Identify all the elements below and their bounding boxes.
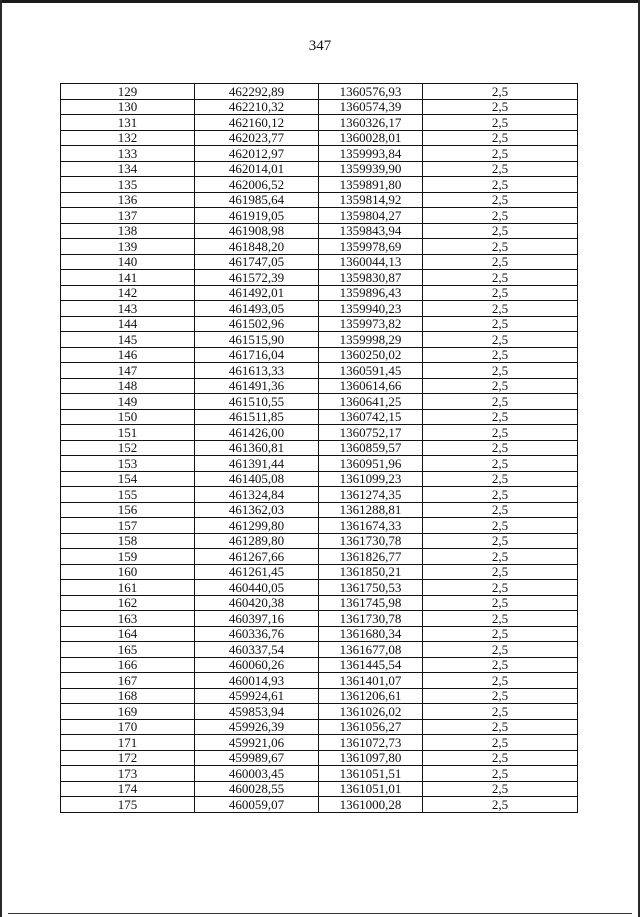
point-number-cell: 144 — [61, 316, 195, 332]
x-coordinate-cell: 460003,45 — [195, 766, 319, 782]
accuracy-cell: 2,5 — [423, 161, 578, 177]
y-coordinate-cell: 1361750,53 — [319, 580, 423, 596]
page-top-edge — [0, 0, 640, 3]
y-coordinate-cell: 1359993,84 — [319, 146, 423, 162]
accuracy-cell: 2,5 — [423, 518, 578, 534]
point-number-cell: 174 — [61, 781, 195, 797]
x-coordinate-cell: 459926,39 — [195, 719, 319, 735]
point-number-cell: 139 — [61, 239, 195, 255]
table-row — [61, 440, 578, 456]
y-coordinate-cell: 1361680,34 — [319, 626, 423, 642]
point-number-cell: 167 — [61, 673, 195, 689]
table-row — [61, 84, 578, 100]
table-row — [61, 657, 578, 673]
accuracy-cell: 2,5 — [423, 285, 578, 301]
accuracy-cell: 2,5 — [423, 781, 578, 797]
x-coordinate-cell: 461613,33 — [195, 363, 319, 379]
table-row — [61, 316, 578, 332]
y-coordinate-cell: 1360576,93 — [319, 84, 423, 100]
table-row — [61, 177, 578, 193]
x-coordinate-cell: 460059,07 — [195, 797, 319, 813]
x-coordinate-cell: 461426,00 — [195, 425, 319, 441]
point-number-cell: 135 — [61, 177, 195, 193]
point-number-cell: 141 — [61, 270, 195, 286]
y-coordinate-cell: 1359973,82 — [319, 316, 423, 332]
point-number-cell: 131 — [61, 115, 195, 131]
y-coordinate-cell: 1360641,25 — [319, 394, 423, 410]
accuracy-cell: 2,5 — [423, 688, 578, 704]
accuracy-cell: 2,5 — [423, 223, 578, 239]
y-coordinate-cell: 1361745,98 — [319, 595, 423, 611]
x-coordinate-cell: 461405,08 — [195, 471, 319, 487]
table-row — [61, 750, 578, 766]
y-coordinate-cell: 1361206,61 — [319, 688, 423, 704]
point-number-cell: 169 — [61, 704, 195, 720]
x-coordinate-cell: 460028,55 — [195, 781, 319, 797]
y-coordinate-cell: 1359940,23 — [319, 301, 423, 317]
point-number-cell: 140 — [61, 254, 195, 270]
x-coordinate-cell: 461502,96 — [195, 316, 319, 332]
table-row — [61, 533, 578, 549]
y-coordinate-cell: 1361730,78 — [319, 533, 423, 549]
accuracy-cell: 2,5 — [423, 425, 578, 441]
accuracy-cell: 2,5 — [423, 208, 578, 224]
point-number-cell: 146 — [61, 347, 195, 363]
y-coordinate-cell: 1359814,92 — [319, 192, 423, 208]
table-row — [61, 130, 578, 146]
table-row — [61, 363, 578, 379]
y-coordinate-cell: 1359891,80 — [319, 177, 423, 193]
y-coordinate-cell: 1360028,01 — [319, 130, 423, 146]
accuracy-cell: 2,5 — [423, 394, 578, 410]
point-number-cell: 166 — [61, 657, 195, 673]
x-coordinate-cell: 461289,80 — [195, 533, 319, 549]
table-row — [61, 518, 578, 534]
page-left-edge — [0, 0, 2, 917]
y-coordinate-cell: 1360250,02 — [319, 347, 423, 363]
accuracy-cell: 2,5 — [423, 549, 578, 565]
y-coordinate-cell: 1361000,28 — [319, 797, 423, 813]
x-coordinate-cell: 460440,05 — [195, 580, 319, 596]
y-coordinate-cell: 1360574,39 — [319, 99, 423, 115]
x-coordinate-cell: 461261,45 — [195, 564, 319, 580]
table-row — [61, 580, 578, 596]
accuracy-cell: 2,5 — [423, 270, 578, 286]
x-coordinate-cell: 461491,36 — [195, 378, 319, 394]
table-row — [61, 719, 578, 735]
table-row — [61, 797, 578, 813]
x-coordinate-cell: 462012,97 — [195, 146, 319, 162]
table-row — [61, 146, 578, 162]
point-number-cell: 143 — [61, 301, 195, 317]
table-row — [61, 394, 578, 410]
point-number-cell: 168 — [61, 688, 195, 704]
point-number-cell: 149 — [61, 394, 195, 410]
x-coordinate-cell: 461299,80 — [195, 518, 319, 534]
x-coordinate-cell: 462292,89 — [195, 84, 319, 100]
accuracy-cell: 2,5 — [423, 766, 578, 782]
table-row — [61, 673, 578, 689]
y-coordinate-cell: 1360591,45 — [319, 363, 423, 379]
accuracy-cell: 2,5 — [423, 673, 578, 689]
point-number-cell: 156 — [61, 502, 195, 518]
point-number-cell: 159 — [61, 549, 195, 565]
x-coordinate-cell: 461493,05 — [195, 301, 319, 317]
point-number-cell: 164 — [61, 626, 195, 642]
y-coordinate-cell: 1361445,54 — [319, 657, 423, 673]
accuracy-cell: 2,5 — [423, 254, 578, 270]
table-row — [61, 270, 578, 286]
accuracy-cell: 2,5 — [423, 84, 578, 100]
accuracy-cell: 2,5 — [423, 502, 578, 518]
table-row — [61, 766, 578, 782]
table-row — [61, 626, 578, 642]
x-coordinate-cell: 460420,38 — [195, 595, 319, 611]
x-coordinate-cell: 461360,81 — [195, 440, 319, 456]
point-number-cell: 142 — [61, 285, 195, 301]
table-row — [61, 781, 578, 797]
y-coordinate-cell: 1359978,69 — [319, 239, 423, 255]
y-coordinate-cell: 1361056,27 — [319, 719, 423, 735]
point-number-cell: 129 — [61, 84, 195, 100]
x-coordinate-cell: 462006,52 — [195, 177, 319, 193]
table-row — [61, 99, 578, 115]
x-coordinate-cell: 462160,12 — [195, 115, 319, 131]
accuracy-cell: 2,5 — [423, 750, 578, 766]
point-number-cell: 136 — [61, 192, 195, 208]
point-number-cell: 137 — [61, 208, 195, 224]
point-number-cell: 155 — [61, 487, 195, 503]
x-coordinate-cell: 459853,94 — [195, 704, 319, 720]
accuracy-cell: 2,5 — [423, 99, 578, 115]
point-number-cell: 162 — [61, 595, 195, 611]
table-row — [61, 285, 578, 301]
y-coordinate-cell: 1360859,57 — [319, 440, 423, 456]
point-number-cell: 145 — [61, 332, 195, 348]
table-row — [61, 502, 578, 518]
point-number-cell: 163 — [61, 611, 195, 627]
table-row — [61, 456, 578, 472]
x-coordinate-cell: 462023,77 — [195, 130, 319, 146]
accuracy-cell: 2,5 — [423, 409, 578, 425]
x-coordinate-cell: 461324,84 — [195, 487, 319, 503]
point-number-cell: 153 — [61, 456, 195, 472]
point-number-cell: 150 — [61, 409, 195, 425]
y-coordinate-cell: 1361274,35 — [319, 487, 423, 503]
point-number-cell: 154 — [61, 471, 195, 487]
accuracy-cell: 2,5 — [423, 440, 578, 456]
table-row — [61, 301, 578, 317]
y-coordinate-cell: 1360752,17 — [319, 425, 423, 441]
accuracy-cell: 2,5 — [423, 192, 578, 208]
y-coordinate-cell: 1359998,29 — [319, 332, 423, 348]
accuracy-cell: 2,5 — [423, 130, 578, 146]
accuracy-cell: 2,5 — [423, 347, 578, 363]
table-row — [61, 564, 578, 580]
x-coordinate-cell: 461919,05 — [195, 208, 319, 224]
x-coordinate-cell: 460014,93 — [195, 673, 319, 689]
accuracy-cell: 2,5 — [423, 115, 578, 131]
y-coordinate-cell: 1359896,43 — [319, 285, 423, 301]
table-row — [61, 161, 578, 177]
y-coordinate-cell: 1361026,02 — [319, 704, 423, 720]
y-coordinate-cell: 1361051,01 — [319, 781, 423, 797]
accuracy-cell: 2,5 — [423, 564, 578, 580]
x-coordinate-cell: 459924,61 — [195, 688, 319, 704]
accuracy-cell: 2,5 — [423, 797, 578, 813]
table-row — [61, 487, 578, 503]
y-coordinate-cell: 1360326,17 — [319, 115, 423, 131]
x-coordinate-cell: 459921,06 — [195, 735, 319, 751]
x-coordinate-cell: 461267,66 — [195, 549, 319, 565]
page-bottom-edge — [8, 913, 632, 914]
table-row — [61, 254, 578, 270]
coordinates-table-body — [61, 84, 578, 813]
x-coordinate-cell: 461572,39 — [195, 270, 319, 286]
accuracy-cell: 2,5 — [423, 533, 578, 549]
x-coordinate-cell: 460336,76 — [195, 626, 319, 642]
y-coordinate-cell: 1361099,23 — [319, 471, 423, 487]
point-number-cell: 151 — [61, 425, 195, 441]
table-row — [61, 192, 578, 208]
x-coordinate-cell: 461985,64 — [195, 192, 319, 208]
accuracy-cell: 2,5 — [423, 146, 578, 162]
point-number-cell: 147 — [61, 363, 195, 379]
accuracy-cell: 2,5 — [423, 657, 578, 673]
accuracy-cell: 2,5 — [423, 332, 578, 348]
accuracy-cell: 2,5 — [423, 471, 578, 487]
accuracy-cell: 2,5 — [423, 316, 578, 332]
table-row — [61, 332, 578, 348]
accuracy-cell: 2,5 — [423, 378, 578, 394]
point-number-cell: 175 — [61, 797, 195, 813]
x-coordinate-cell: 462210,32 — [195, 99, 319, 115]
table-row — [61, 223, 578, 239]
y-coordinate-cell: 1361051,51 — [319, 766, 423, 782]
point-number-cell: 171 — [61, 735, 195, 751]
accuracy-cell: 2,5 — [423, 301, 578, 317]
accuracy-cell: 2,5 — [423, 611, 578, 627]
accuracy-cell: 2,5 — [423, 719, 578, 735]
x-coordinate-cell: 461716,04 — [195, 347, 319, 363]
y-coordinate-cell: 1361677,08 — [319, 642, 423, 658]
accuracy-cell: 2,5 — [423, 580, 578, 596]
x-coordinate-cell: 460337,54 — [195, 642, 319, 658]
table-row — [61, 595, 578, 611]
x-coordinate-cell: 461492,01 — [195, 285, 319, 301]
coordinates-table — [60, 83, 578, 813]
y-coordinate-cell: 1361072,73 — [319, 735, 423, 751]
point-number-cell: 173 — [61, 766, 195, 782]
point-number-cell: 158 — [61, 533, 195, 549]
y-coordinate-cell: 1359939,90 — [319, 161, 423, 177]
table-row — [61, 115, 578, 131]
point-number-cell: 170 — [61, 719, 195, 735]
table-row — [61, 611, 578, 627]
table-row — [61, 425, 578, 441]
x-coordinate-cell: 461510,55 — [195, 394, 319, 410]
x-coordinate-cell: 461848,20 — [195, 239, 319, 255]
y-coordinate-cell: 1359804,27 — [319, 208, 423, 224]
x-coordinate-cell: 461511,85 — [195, 409, 319, 425]
y-coordinate-cell: 1361097,80 — [319, 750, 423, 766]
table-row — [61, 735, 578, 751]
point-number-cell: 160 — [61, 564, 195, 580]
page-number: 347 — [308, 38, 332, 54]
accuracy-cell: 2,5 — [423, 626, 578, 642]
table-row — [61, 208, 578, 224]
point-number-cell: 132 — [61, 130, 195, 146]
table-row — [61, 239, 578, 255]
point-number-cell: 152 — [61, 440, 195, 456]
y-coordinate-cell: 1361826,77 — [319, 549, 423, 565]
x-coordinate-cell: 461908,98 — [195, 223, 319, 239]
x-coordinate-cell: 462014,01 — [195, 161, 319, 177]
accuracy-cell: 2,5 — [423, 595, 578, 611]
table-row — [61, 642, 578, 658]
point-number-cell: 165 — [61, 642, 195, 658]
y-coordinate-cell: 1360044,13 — [319, 254, 423, 270]
x-coordinate-cell: 459989,67 — [195, 750, 319, 766]
accuracy-cell: 2,5 — [423, 177, 578, 193]
y-coordinate-cell: 1359843,94 — [319, 223, 423, 239]
x-coordinate-cell: 461362,03 — [195, 502, 319, 518]
point-number-cell: 148 — [61, 378, 195, 394]
table-row — [61, 549, 578, 565]
y-coordinate-cell: 1360951,96 — [319, 456, 423, 472]
y-coordinate-cell: 1361401,07 — [319, 673, 423, 689]
accuracy-cell: 2,5 — [423, 642, 578, 658]
y-coordinate-cell: 1361850,21 — [319, 564, 423, 580]
accuracy-cell: 2,5 — [423, 239, 578, 255]
table-row — [61, 409, 578, 425]
point-number-cell: 172 — [61, 750, 195, 766]
y-coordinate-cell: 1361730,78 — [319, 611, 423, 627]
y-coordinate-cell: 1359830,87 — [319, 270, 423, 286]
accuracy-cell: 2,5 — [423, 456, 578, 472]
accuracy-cell: 2,5 — [423, 735, 578, 751]
table-row — [61, 688, 578, 704]
y-coordinate-cell: 1360614,66 — [319, 378, 423, 394]
point-number-cell: 138 — [61, 223, 195, 239]
table-row — [61, 704, 578, 720]
y-coordinate-cell: 1361674,33 — [319, 518, 423, 534]
point-number-cell: 161 — [61, 580, 195, 596]
table-row — [61, 347, 578, 363]
accuracy-cell: 2,5 — [423, 363, 578, 379]
accuracy-cell: 2,5 — [423, 704, 578, 720]
point-number-cell: 157 — [61, 518, 195, 534]
table-row — [61, 378, 578, 394]
table-row — [61, 471, 578, 487]
x-coordinate-cell: 461515,90 — [195, 332, 319, 348]
point-number-cell: 134 — [61, 161, 195, 177]
y-coordinate-cell: 1360742,15 — [319, 409, 423, 425]
point-number-cell: 130 — [61, 99, 195, 115]
x-coordinate-cell: 461391,44 — [195, 456, 319, 472]
x-coordinate-cell: 460060,26 — [195, 657, 319, 673]
accuracy-cell: 2,5 — [423, 487, 578, 503]
x-coordinate-cell: 460397,16 — [195, 611, 319, 627]
y-coordinate-cell: 1361288,81 — [319, 502, 423, 518]
x-coordinate-cell: 461747,05 — [195, 254, 319, 270]
point-number-cell: 133 — [61, 146, 195, 162]
